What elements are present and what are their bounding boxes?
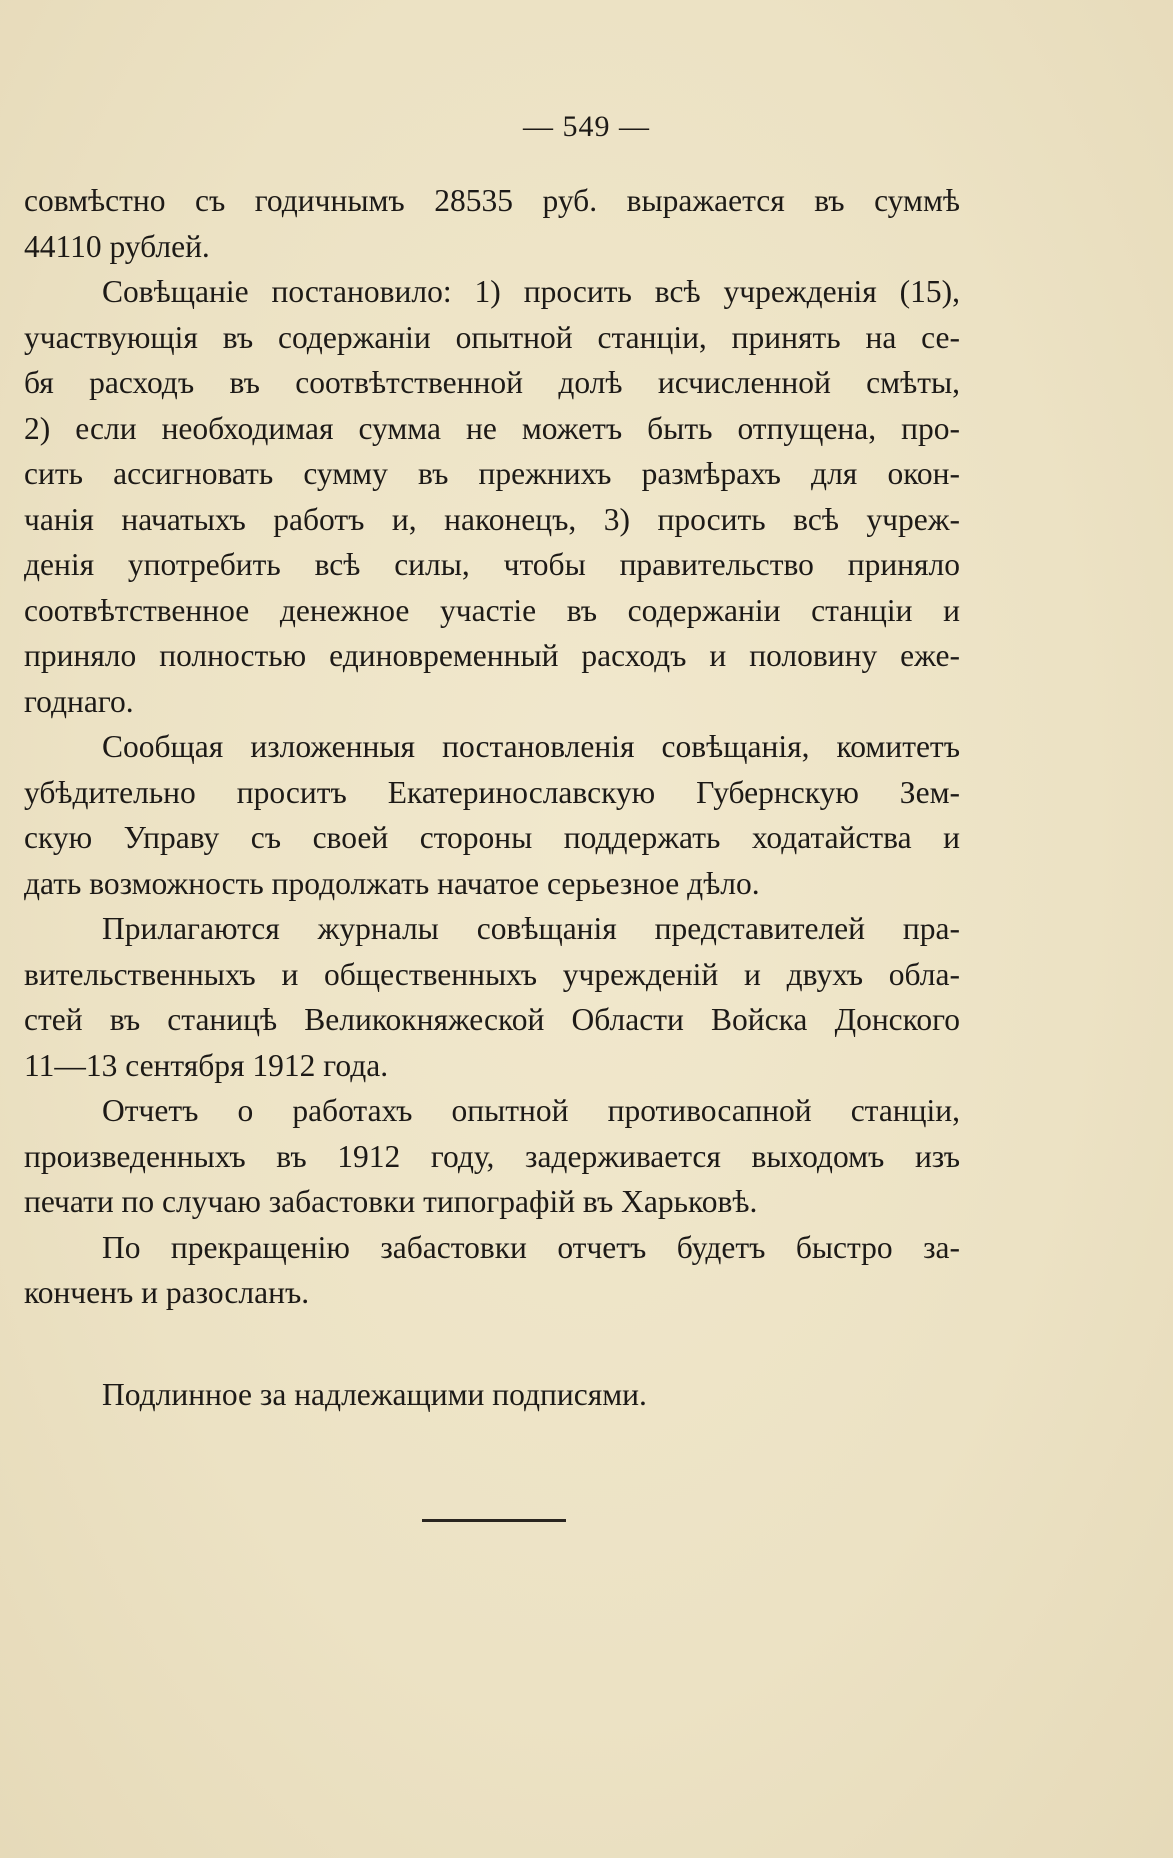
- text-line: 11—13 сентября 1912 года.: [24, 1047, 389, 1083]
- text-line: совмѣстно съ годичнымъ 28535 руб. выражается въ суммѣ: [24, 183, 960, 218]
- text-line: бя расходъ въ соотвѣтственной долѣ исчисленной смѣты,: [24, 365, 960, 400]
- text-line: произведенныхъ въ 1912 году, задерживается выходомъ изъ: [24, 1138, 960, 1174]
- text-line: 2) если необходимая сумма не можетъ быть отпущена, про-: [24, 410, 960, 446]
- text-line: чанія начатыхъ работъ и, наконецъ, 3) просить всѣ учреж-: [24, 501, 960, 537]
- text-line: вительственныхъ и общественныхъ учрежденій и двухъ обла-: [24, 956, 960, 992]
- body-text: [24, 178, 960, 1316]
- signature-note: Подлинное за надлежащими подписями.: [102, 1377, 647, 1412]
- text-line: убѣдительно проситъ Екатеринославскую Губернскую Зем-: [24, 774, 960, 810]
- text-line: сить ассигновать сумму въ прежнихъ размѣрахъ для окон-: [24, 456, 960, 491]
- text-line: конченъ и разосланъ.: [24, 1275, 310, 1310]
- paragraph: [24, 269, 960, 724]
- paragraph: [24, 1225, 960, 1316]
- text-line: По прекращенію забастовки отчетъ будетъ быстро за-: [102, 1229, 960, 1265]
- text-line: денія употребить всѣ силы, чтобы правительство приняло: [24, 547, 960, 582]
- paragraph: [24, 1088, 960, 1225]
- paragraph: [24, 724, 960, 906]
- text-line: дать возможность продолжать начатое серьезное дѣло.: [24, 865, 760, 901]
- text-line: соотвѣтственное денежное участіе въ содержаніи станціи и: [24, 592, 960, 628]
- paragraph: [24, 906, 960, 1088]
- text-line: стей въ станицѣ Великокняжеской Области Войска Донского: [24, 1002, 960, 1037]
- closing-rule: [422, 1519, 566, 1522]
- text-line: Отчетъ о работахъ опытной противосапной станціи,: [102, 1093, 960, 1128]
- paragraph: [24, 178, 960, 269]
- text-line: Сообщая изложенныя постановленія совѣщанія, комитетъ: [102, 729, 960, 764]
- text-line: 44110 рублей.: [24, 228, 210, 264]
- text-line: печати по случаю забастовки типографій въ Харьковѣ.: [24, 1184, 758, 1219]
- text-line: участвующія въ содержаніи опытной станціи, принять на се-: [24, 319, 960, 355]
- text-line: годнаго.: [24, 683, 134, 719]
- text-line: Совѣщаніе постановило: 1) просить всѣ учрежденія (15),: [102, 274, 960, 309]
- text-line: приняло полностью единовременный расходъ и половину еже-: [24, 638, 960, 673]
- page-number: — 549 —: [523, 110, 650, 143]
- text-line: скую Управу съ своей стороны поддержать ходатайства и: [24, 820, 960, 855]
- text-line: Прилагаются журналы совѣщанія представителей пра-: [102, 911, 960, 946]
